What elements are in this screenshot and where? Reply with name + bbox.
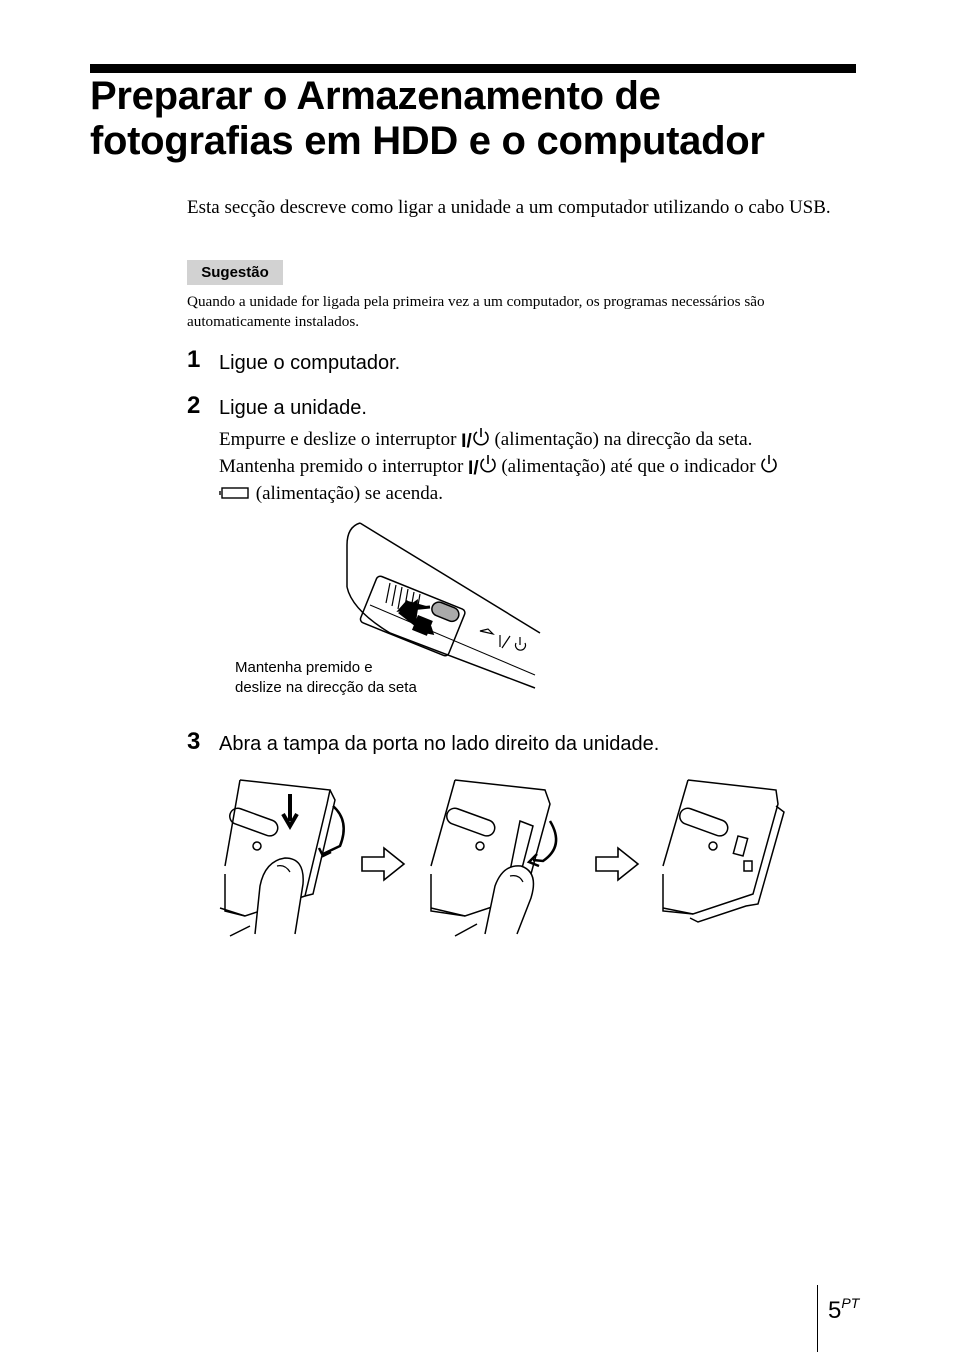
step-2-line-2 [219,454,859,481]
opened-port-cover [690,806,784,922]
open-cover-step-1-illustration [215,776,365,936]
device-top-edge [347,523,360,587]
title-line-1: Preparar o Armazenamento de [90,74,661,118]
figure-caption-line-2: deslize na direcção da seta [235,679,417,696]
battery-indicator-icon [219,485,251,501]
step-2-body [219,427,859,506]
thumb [255,858,303,934]
step-1-label: Ligue o computador. [219,352,401,374]
figure-caption [235,658,475,698]
step-2-line-1 [219,427,859,454]
top-rule [90,64,856,73]
power-icon [760,454,778,474]
device-power-label [480,629,526,650]
next-step-arrow-icon [360,846,406,882]
page-number-value: 5 [828,1297,842,1324]
step-2-line-1-text-a: Empurre e deslize o interruptor [219,429,457,450]
next-step-arrow-icon [594,846,640,882]
step-2-line-3-text: (alimentação) se acenda. [255,483,443,504]
step-3-number: 3 [187,728,201,755]
open-cover-step-3-illustration [658,776,788,926]
tip-label: Sugestão [187,260,283,285]
power-switch-knob [430,600,461,623]
step-2-line-2-text-a: Mantenha premido o interruptor [219,456,464,477]
step-2-line-3 [219,481,859,506]
step-1-number: 1 [187,346,201,373]
switch-symbol: I/ [461,431,472,452]
page-title [90,74,870,164]
push-arrow-icon [283,794,297,826]
title-line-2: fotografias em HDD e o computador [90,119,765,163]
figure-caption-line-1: Mantenha premido e [235,659,373,676]
step-2-line-1-text-b: (alimentação) na direcção da seta. [494,429,753,450]
step-2-number: 2 [187,392,201,419]
page-number-suffix: PT [841,1295,860,1311]
step-2-label: Ligue a unidade. [219,397,367,419]
power-icon [472,427,490,447]
tip-text: Quando a unidade for ligada pela primeira vez a um computador, os programas necessários são automaticamente instalados. [187,293,765,330]
page-number [828,1288,859,1326]
page-number-rule [817,1285,818,1352]
thumb [485,866,533,934]
power-icon [479,454,497,474]
open-cover-step-2-illustration [425,776,575,936]
step-2-line-2-text-b: (alimentação) até que o indicador [501,456,756,477]
switch-symbol: I/ [468,458,479,479]
step-3-label: Abra a tampa da porta no lado direito da unidade. [219,733,660,755]
intro-paragraph: Esta secção descreve como ligar a unidade a um computador utilizando o cabo USB. [187,197,831,218]
